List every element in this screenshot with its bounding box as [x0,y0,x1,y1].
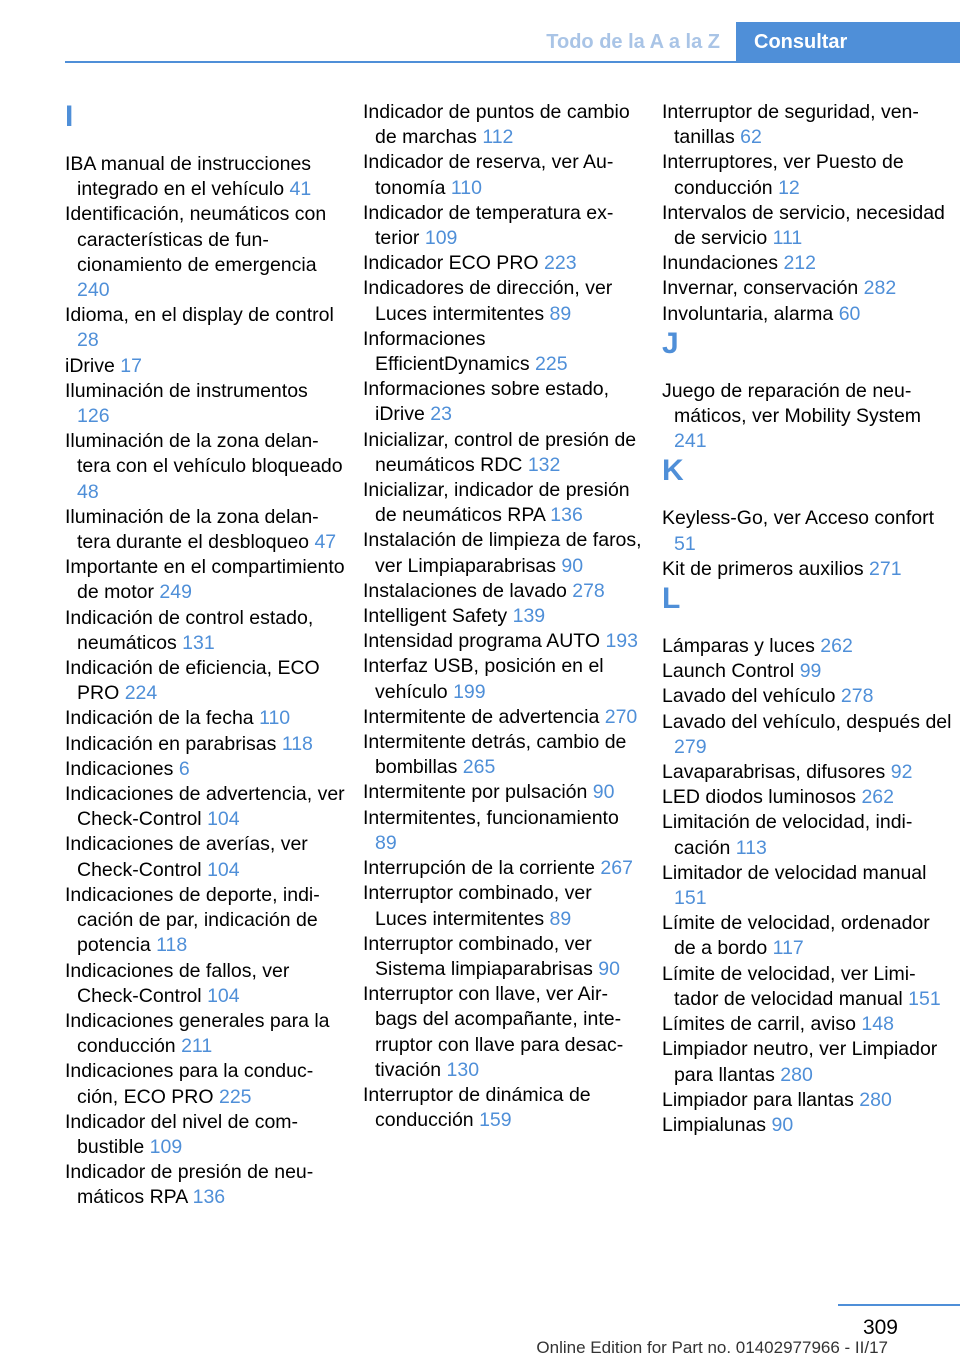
index-entry-text: Lavado del vehículo [662,685,836,708]
page-reference-link[interactable]: 199 [453,680,486,703]
page-reference-link[interactable]: 193 [605,630,638,653]
index-entry-text: Intermitente por pulsación [363,781,588,804]
index-entry-text: Interruptor de seguridad, ventanillas [662,101,919,149]
page-reference-link[interactable]: 28 [77,329,99,352]
index-entry-text: Lámparas y luces [662,635,815,658]
index-entry [662,710,952,760]
index-entry [363,579,643,604]
index-entry-text: Iluminación de la zona delantera durante el desbloqueo [65,505,319,554]
index-entry [65,732,345,757]
index-entry [65,152,345,202]
index-entry-text: Indicación de eficiencia, ECO PRO [65,657,320,705]
page-reference-link[interactable]: 279 [674,735,707,758]
page-reference-link[interactable]: 278 [572,579,605,602]
page-reference-link[interactable]: 280 [859,1088,892,1111]
index-entry-text: Kit de primeros auxilios [662,557,864,580]
index-entry [662,659,952,684]
page-reference-link[interactable]: 17 [120,354,142,377]
page-header [0,22,960,62]
edition-footer: Online Edition for Part no. 01402977966 - II/17 [536,1338,888,1357]
page-reference-link[interactable]: 136 [550,504,583,527]
page-reference-link[interactable]: 110 [450,176,482,199]
index-entry-text: Indicaciones [65,757,174,780]
index-entry [662,557,952,582]
index-entry [662,1012,952,1037]
index-entry-text: Juego de reparación de neumáticos, ver Mobility System [662,379,922,428]
index-entry-text: Interrupción de la corriente [363,857,595,880]
index-column-2 [363,100,643,1133]
page-reference-link[interactable]: 131 [182,631,215,654]
index-entry [363,100,643,150]
index-entry-text: Intermitente detrás, cambio de bombillas [363,731,627,779]
index-entry [662,911,952,961]
index-entry [65,1059,345,1109]
page-reference-link[interactable]: 117 [772,937,804,960]
index-entry-text: Indicación de control estado, neumáticos [65,606,314,654]
index-entry [662,251,952,276]
index-entry [65,706,345,731]
page-reference-link[interactable]: 89 [375,831,397,854]
index-entry-text: IBA manual de instrucciones integrado en el vehículo [65,153,312,201]
index-entry-text: Intermitente de advertencia [363,705,600,728]
index-entry [363,730,643,780]
page-reference-link[interactable]: 225 [535,353,568,376]
index-entry-text: Límites de carril, aviso [662,1013,856,1036]
page-reference-link[interactable]: 51 [674,532,696,555]
index-entry-text: Idioma, en el display de control [65,304,334,327]
page-reference-link[interactable]: 90 [561,554,584,577]
index-entry [662,785,952,810]
page-reference-link[interactable]: 278 [840,685,874,708]
index-entry-text: Indicación en parabrisas [65,732,277,755]
page-reference-link[interactable]: 90 [592,781,615,804]
index-entry [363,377,643,427]
index-letter-heading: K [662,454,684,488]
index-entry-text: Indicaciones de deporte, indicación de par, indicación de potencia [65,883,320,957]
index-entry [363,478,643,528]
index-entry-text: Identificación, neumáticos con características de funcionamiento de emergencia [65,203,327,276]
page-reference-link[interactable]: 113 [735,836,767,859]
index-entry-text: Indicador de presión de neumáticos RPA [65,1161,314,1209]
section-tab[interactable]: Todo de la A a la Z [546,31,720,53]
index-entry [363,327,643,377]
index-entry-text: Indicaciones generales para la conducción [65,1009,330,1058]
index-entry-text: Launch Control [662,660,795,683]
index-entry-text: Intelligent Safety [363,605,508,628]
index-entry [65,782,345,832]
index-entry [662,962,952,1012]
page-reference-link[interactable]: 136 [192,1186,226,1209]
index-entry [363,780,643,805]
page-reference-link[interactable]: 60 [838,302,861,325]
index-entry [65,429,345,505]
index-entry [363,201,643,251]
index-entry-text: Indicadores de dirección, ver Luces intermitentes [363,277,613,325]
index-entry-text: Limpiador para llantas [662,1088,854,1111]
index-entry-text: Límite de velocidad, ordenador de a bordo [662,912,930,960]
index-entry [363,251,643,276]
index-entry [363,428,643,478]
index-entry [662,1088,952,1113]
page-reference-link[interactable]: 249 [159,581,192,604]
page-reference-link[interactable]: 109 [424,227,458,250]
index-entry [65,1160,345,1210]
index-letter-heading: L [662,582,681,616]
page-reference-link[interactable]: 139 [512,605,546,628]
index-letter-heading: J [662,326,679,360]
page-reference-link[interactable]: 282 [863,277,897,300]
page-reference-link[interactable]: 112 [482,126,514,149]
page-reference-link[interactable]: 62 [740,126,762,149]
page-reference-link[interactable]: 271 [869,557,902,580]
index-entry-text: Informaciones EfficientDynamics [363,327,530,376]
page-reference-link[interactable]: 262 [820,635,853,658]
index-entry-text: Iluminación de instrumentos [65,379,308,402]
index-entry-text: Interruptor combinado, ver Luces intermitentes [363,882,592,930]
header-divider [65,61,960,63]
page-reference-link[interactable]: 118 [281,732,313,755]
page-reference-link[interactable]: 211 [181,1035,213,1058]
page-reference-link[interactable]: 90 [598,957,620,980]
index-entry [363,528,643,578]
page-reference-link[interactable]: 240 [77,279,110,302]
index-entry-text: Interruptor de dinámica de conducción [363,1083,591,1132]
page-reference-link[interactable]: 110 [259,707,291,730]
index-entry-text: Intensidad programa AUTO [363,630,601,653]
index-entry-text: Limpiador neutro, ver Limpiador para llantas [662,1038,938,1086]
index-entry-text: Indicador de puntos de cambio de marchas [363,101,630,149]
index-letter-heading: I [65,100,74,133]
index-entry-text: Interruptor con llave, ver Airbags del acompañante, interruptor con llave para desactivación [363,983,624,1081]
index-column-3 [662,100,952,1138]
index-entry-text: Intervalos de servicio, necesidad de servicio [662,201,945,250]
page-reference-link[interactable]: 270 [604,705,638,728]
page-reference-link[interactable]: 48 [77,480,99,503]
index-entry [662,634,952,659]
page-reference-link[interactable]: 41 [289,178,312,201]
index-entry [363,705,643,730]
page-reference-link[interactable]: 280 [780,1063,813,1086]
index-entry-text: Intermitentes, funcionamiento [363,806,619,829]
index-entry [662,302,952,327]
index-entry-text: Indicador de reserva, ver Autonomía [363,151,614,199]
active-tab-consultar[interactable]: Consultar [736,22,960,62]
index-entry [363,150,643,200]
index-entry [662,150,952,200]
index-entry [65,354,345,379]
page-reference-link[interactable]: 151 [908,987,941,1010]
index-entry-text: Indicaciones de advertencia, ver Check-Control [65,783,345,831]
index-entry-text: Inundaciones [662,252,779,275]
page-reference-link[interactable]: 225 [218,1085,252,1108]
index-entry-text: Importante en el compartimiento de motor [65,556,345,604]
index-entry-text: Instalación de limpieza de faros, ver Limpiaparabrisas [363,529,642,577]
page-reference-link[interactable]: 262 [861,786,894,809]
page-reference-link[interactable]: 47 [314,531,337,554]
page-reference-link[interactable]: 118 [156,934,188,957]
index-entry [363,806,643,856]
index-entry [662,861,952,911]
index-entry-text: Indicaciones de fallos, ver Check-Control [65,959,290,1007]
page-reference-link[interactable]: 159 [479,1109,512,1132]
index-entry [363,1083,643,1133]
page-reference-link[interactable]: 89 [549,907,572,930]
index-entry-text: Límite de velocidad, ver Limitador de velocidad manual [662,962,916,1010]
index-entry [662,810,952,860]
page-reference-link[interactable]: 151 [674,887,707,910]
index-entry-text: Lavaparabrisas, difusores [662,761,886,784]
index-entry [662,684,952,709]
index-entry-text: Limpialunas [662,1113,767,1136]
index-entry [363,881,643,931]
index-entry [662,201,952,251]
page-reference-link[interactable]: 148 [861,1013,894,1036]
index-entry [65,202,345,303]
index-entry [363,604,643,629]
index-entry [363,856,643,881]
index-entry-text: Interfaz USB, posición en el vehículo [363,655,604,703]
page-reference-link[interactable]: 223 [544,252,577,275]
index-entry [65,656,345,706]
index-entry [662,506,952,556]
page-reference-link[interactable]: 212 [783,252,816,275]
page-number: 309 [862,1316,898,1339]
index-column-1 [65,100,345,1211]
page-reference-link[interactable]: 104 [207,808,240,831]
index-entry [65,505,345,555]
index-entry-text: Inicializar, control de presión de neumáticos RDC [363,428,637,476]
index-entry [363,982,643,1083]
page-reference-link[interactable]: 126 [77,405,110,428]
index-entry-text: Involuntaria, alarma [662,302,834,325]
index-entry [65,555,345,605]
page-reference-link[interactable]: 89 [549,302,572,325]
index-entry-text: Indicador del nivel de combustible [65,1110,299,1158]
index-entry [65,303,345,353]
index-entry-text: Limitación de velocidad, indicación [662,811,913,859]
index-entry-text: Lavado del vehículo, después del [662,710,952,733]
page-reference-link[interactable]: 267 [600,857,633,880]
index-entry-text: Keyless-Go, ver Acceso confort [662,507,935,530]
index-entry-text: LED diodos luminosos [662,786,857,809]
index-entry-text: Limitador de velocidad manual [662,861,927,884]
index-entry [65,959,345,1009]
index-entry-text: Instalaciones de lavado [363,579,567,602]
index-entry-text: Indicación de la fecha [65,707,254,730]
page-reference-link[interactable]: 224 [124,682,158,705]
page-reference-link[interactable]: 99 [799,660,822,683]
page-reference-link[interactable]: 104 [207,858,240,881]
page-reference-link[interactable]: 92 [890,761,913,784]
index-entry [65,832,345,882]
index-entry [363,932,643,982]
index-entry [662,276,952,301]
index-entry-text: Informaciones sobre estado, iDrive [363,378,610,426]
index-entry-text: iDrive [65,354,115,377]
index-entry-text: Invernar, conservación [662,277,859,300]
index-entry [363,629,643,654]
page-reference-link[interactable]: 132 [527,453,561,476]
index-entry [65,757,345,782]
index-entry-text: Indicaciones para la conducción, ECO PRO [65,1060,314,1108]
index-entry-text: Interruptor combinado, ver Sistema limpiaparabrisas [363,932,593,980]
index-entry-text: Indicador de temperatura exterior [363,201,614,250]
index-entry-text: Indicaciones de averías, ver Check-Control [65,833,308,881]
page-reference-link[interactable]: 90 [771,1113,794,1136]
index-entry-text: Inicializar, indicador de presión de neumáticos RPA [363,479,630,527]
page-reference-link[interactable]: 265 [462,756,496,779]
index-entry [662,760,952,785]
footer-divider [838,1304,960,1306]
page-reference-link[interactable]: 130 [446,1058,480,1081]
page-reference-link[interactable]: 6 [178,757,190,780]
index-entry [662,1113,952,1138]
page-reference-link[interactable]: 23 [430,403,452,426]
index-entry [65,379,345,429]
index-entry [65,1110,345,1160]
index-entry-text: Indicador ECO PRO [363,252,539,275]
page-reference-link[interactable]: 109 [149,1135,183,1158]
index-entry [363,654,643,704]
index-entry-text: Interruptores, ver Puesto de conducción [662,151,904,199]
index-entry [65,883,345,959]
index-entry [65,1009,345,1059]
index-entry [363,276,643,326]
index-entry [662,100,952,150]
index-entry [662,379,952,455]
page-reference-link[interactable]: 12 [778,176,800,199]
index-entry [65,606,345,656]
index-entry [662,1037,952,1087]
index-entry-text: Iluminación de la zona delantera con el vehículo bloqueado [65,430,343,478]
page-reference-link[interactable]: 111 [772,227,803,250]
page-reference-link[interactable]: 241 [674,430,707,453]
page-reference-link[interactable]: 104 [207,984,240,1007]
